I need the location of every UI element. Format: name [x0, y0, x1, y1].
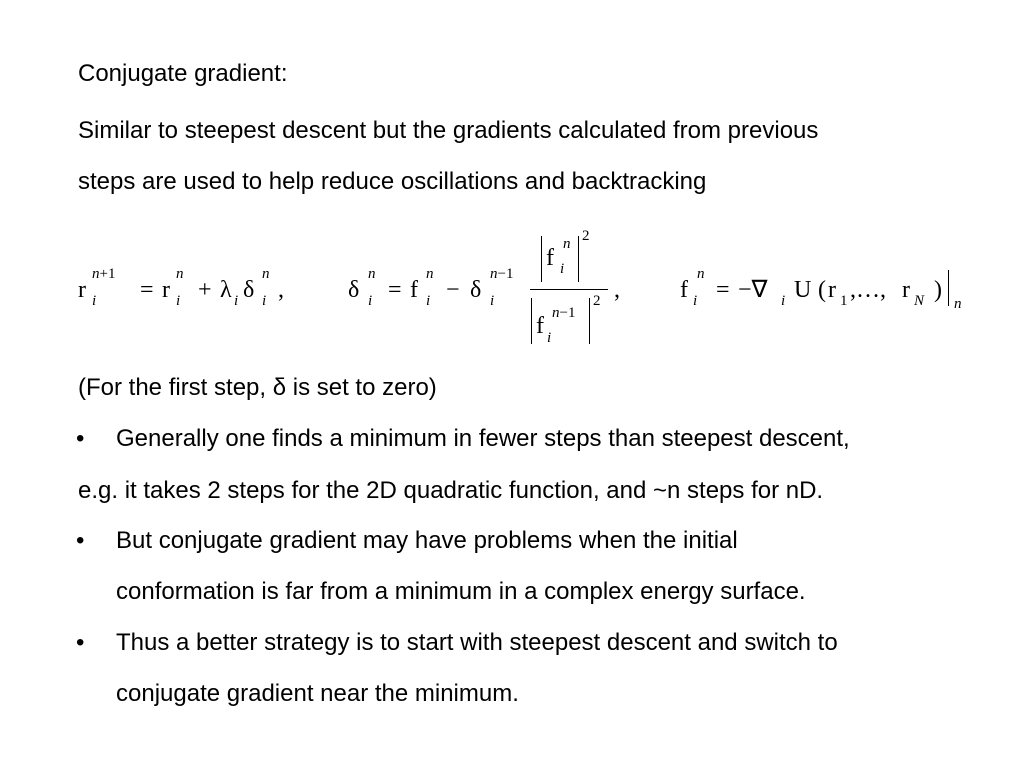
bullet-1-line-1: Generally one finds a minimum in fewer steps than steepest descent,: [116, 425, 850, 452]
intro-line-1: Similar to steepest descent but the gradients calculated from previous: [78, 117, 819, 144]
bullet-symbol: •: [76, 629, 85, 656]
intro-line-2: steps are used to help reduce oscillations and backtracking: [78, 168, 707, 195]
bullet-1-line-2: e.g. it takes 2 steps for the 2D quadratic function, and ~n steps for nD.: [78, 477, 824, 504]
bullet-symbol: •: [76, 425, 85, 452]
bullet-3-line-2: conjugate gradient near the minimum.: [116, 680, 519, 707]
bullet-2-line-1: But conjugate gradient may have problems when the initial: [116, 527, 738, 554]
bullet-symbol: •: [76, 527, 85, 554]
bullet-2-line-2: conformation is far from a minimum in a complex energy surface.: [116, 578, 806, 605]
bullet-3-line-1: Thus a better strategy is to start with steepest descent and switch to: [116, 629, 838, 656]
heading: Conjugate gradient:: [78, 60, 288, 87]
slide: Conjugate gradient: Similar to steepest descent but the gradients calculated from previous steps are used to help reduce oscillations and backtracking r n+1 i = r n i + λ i δ n i , δ n i = f n i − δ n−1 i f n i 2 f n−1 i 2 , f n i = −∇ i U ( r 1 ,…, r N ) n (For the first step, δ is set to zero) • Generally one finds a minimum in fewer steps than steepest descent, e.g. it takes 2 steps for the 2D quadratic function, and ~n steps for nD. • But conjugate gradient may have problems when the initial conformation is far from a minimum in a complex energy surface. • Thus a better strategy is to start with steepest descent and switch to conjugate gradient near the minimum.: [76, 60, 962, 707]
note: (For the first step, δ is set to zero): [78, 374, 437, 401]
